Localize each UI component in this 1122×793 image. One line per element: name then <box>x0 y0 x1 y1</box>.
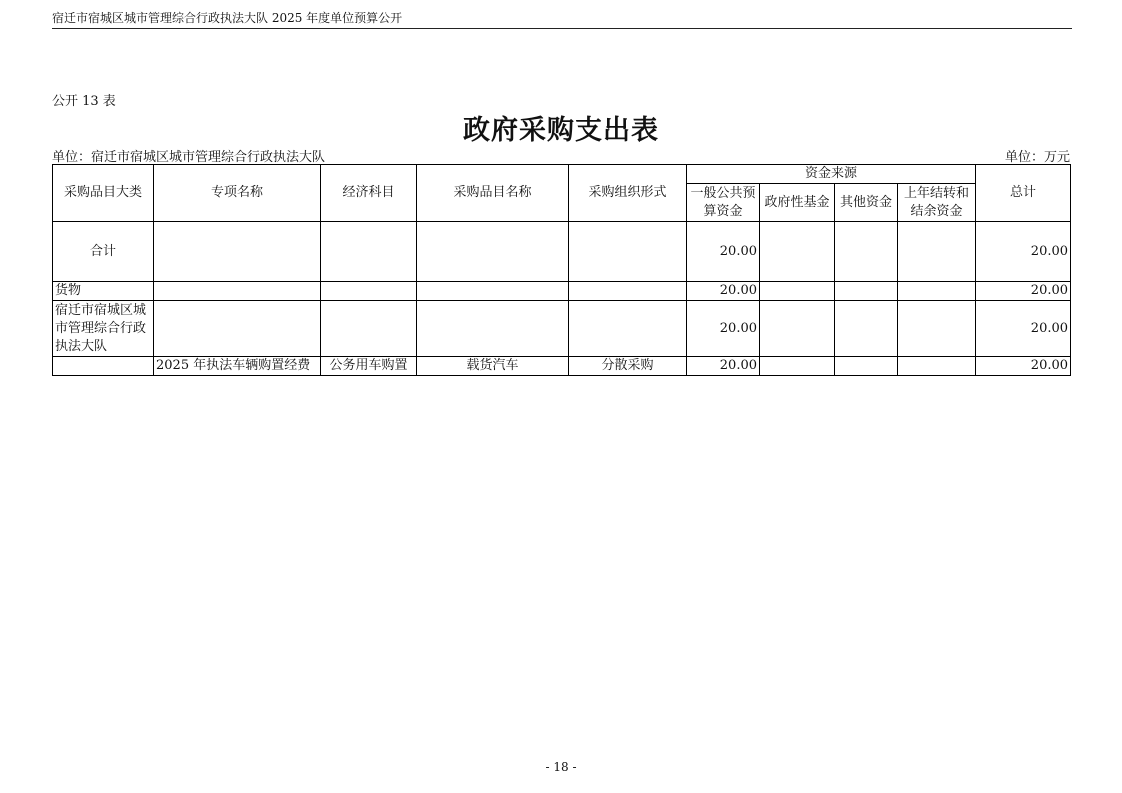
unit-label: 宿迁市宿城区城市管理综合行政执法大队 <box>53 301 154 357</box>
header-econ-subject: 经济科目 <box>321 165 417 222</box>
sum-econ-subject <box>321 222 417 282</box>
item-name: 载货汽车 <box>417 357 569 376</box>
item-category <box>53 357 154 376</box>
sum-general-budget: 20.00 <box>687 222 760 282</box>
sum-other-funds <box>835 222 898 282</box>
goods-total: 20.00 <box>976 282 1071 301</box>
table-row-unit <box>53 301 1071 357</box>
header-row-group <box>53 165 1071 184</box>
header-general-budget: 一般公共预算资金 <box>687 184 760 222</box>
page-number: - 18 - <box>545 760 577 774</box>
goods-econ-subject <box>321 282 417 301</box>
unit-total: 20.00 <box>976 301 1071 357</box>
item-general-budget: 20.00 <box>687 357 760 376</box>
sum-gov-fund <box>760 222 835 282</box>
unit-organization: 单位：宿迁市宿城区城市管理综合行政执法大队 <box>52 150 326 165</box>
unit-other-funds <box>835 301 898 357</box>
goods-carryover <box>898 282 976 301</box>
table-row-sum <box>53 222 1071 282</box>
sum-item-name <box>417 222 569 282</box>
goods-other-funds <box>835 282 898 301</box>
unit-econ-subject <box>321 301 417 357</box>
header-item-name: 采购品目名称 <box>417 165 569 222</box>
unit-item-name <box>417 301 569 357</box>
document-title: 政府采购支出表 <box>463 115 659 146</box>
item-carryover <box>898 357 976 376</box>
item-econ-subject: 公务用车购置 <box>321 357 417 376</box>
item-other-funds <box>835 357 898 376</box>
unit-project <box>154 301 321 357</box>
item-project: 2025 年执法车辆购置经费 <box>154 357 321 376</box>
unit-general-budget: 20.00 <box>687 301 760 357</box>
header-category: 采购品目大类 <box>53 165 154 222</box>
table-row-item <box>53 357 1071 376</box>
item-gov-fund <box>760 357 835 376</box>
sum-project <box>154 222 321 282</box>
header-gov-fund: 政府性基金 <box>760 184 835 222</box>
goods-gov-fund <box>760 282 835 301</box>
header-total: 总计 <box>976 165 1071 222</box>
sum-org-form <box>569 222 687 282</box>
sum-total: 20.00 <box>976 222 1071 282</box>
header-org-form: 采购组织形式 <box>569 165 687 222</box>
goods-org-form <box>569 282 687 301</box>
sum-label: 合计 <box>53 222 154 282</box>
header-fund-source: 资金来源 <box>687 165 976 184</box>
header-other-funds: 其他资金 <box>835 184 898 222</box>
item-total: 20.00 <box>976 357 1071 376</box>
goods-label: 货物 <box>53 282 154 301</box>
sum-carryover <box>898 222 976 282</box>
unit-carryover <box>898 301 976 357</box>
running-header: 宿迁市宿城区城市管理综合行政执法大队 2025 年度单位预算公开 <box>52 10 1072 29</box>
header-project: 专项名称 <box>154 165 321 222</box>
procurement-expenditure-table <box>52 164 1071 376</box>
goods-project <box>154 282 321 301</box>
header-carryover: 上年结转和结余资金 <box>898 184 976 222</box>
item-org-form: 分散采购 <box>569 357 687 376</box>
table-number: 公开 13 表 <box>52 94 116 109</box>
unit-org-form <box>569 301 687 357</box>
table-row-goods <box>53 282 1071 301</box>
unit-gov-fund <box>760 301 835 357</box>
goods-item-name <box>417 282 569 301</box>
unit-currency: 单位：万元 <box>1004 150 1070 165</box>
goods-general-budget: 20.00 <box>687 282 760 301</box>
